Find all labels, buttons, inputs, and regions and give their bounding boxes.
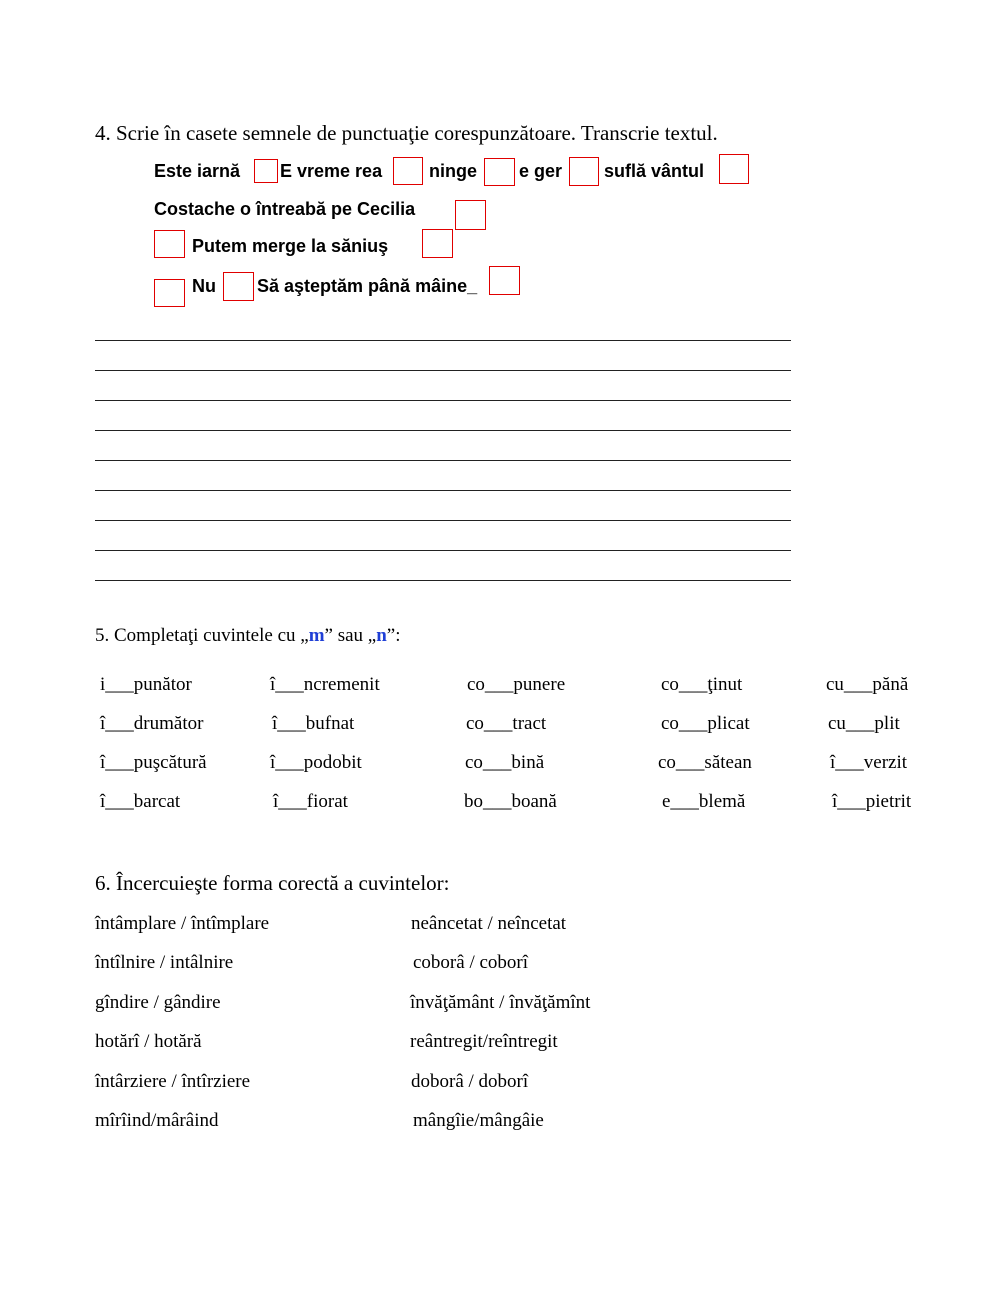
fill-word[interactable]: î___bufnat bbox=[272, 713, 355, 734]
word-pair-option[interactable]: întârziere / întîrziere bbox=[95, 1071, 251, 1092]
fill-word[interactable]: î___pietrit bbox=[832, 791, 912, 812]
ex4-text-ninge: ninge bbox=[429, 161, 477, 181]
writing-line[interactable] bbox=[95, 550, 791, 551]
word-pair-option[interactable]: neâncetat / neîncetat bbox=[411, 913, 567, 934]
punctuation-box[interactable] bbox=[489, 266, 520, 295]
fill-word[interactable]: co___punere bbox=[467, 674, 566, 695]
ex4-text-nu: Nu bbox=[192, 276, 216, 296]
fill-word[interactable]: co___bină bbox=[465, 752, 545, 773]
punctuation-box[interactable] bbox=[154, 279, 185, 307]
fill-word[interactable]: î___ncremenit bbox=[270, 674, 380, 695]
punctuation-box[interactable] bbox=[719, 154, 749, 184]
fill-word[interactable]: î___fiorat bbox=[273, 791, 348, 812]
word-pair-option[interactable]: învăţământ / învăţămînt bbox=[410, 992, 591, 1013]
punctuation-box[interactable] bbox=[393, 157, 423, 185]
fill-word[interactable]: î___podobit bbox=[270, 752, 362, 773]
word-pair-option[interactable]: reântregit/reîntregit bbox=[410, 1031, 558, 1052]
writing-line[interactable] bbox=[95, 520, 791, 521]
punctuation-box[interactable] bbox=[422, 229, 453, 258]
fill-word[interactable]: î___puşcătură bbox=[100, 752, 207, 773]
ex4-text-sa-asteptam: Să aşteptăm până mâine_ bbox=[257, 276, 478, 296]
fill-word[interactable]: cu___plit bbox=[828, 713, 900, 734]
ex5-letter-n: n bbox=[376, 625, 387, 646]
ex5-title-prefix: 5. Completaţi cuvintele cu „ bbox=[95, 625, 309, 646]
punctuation-box[interactable] bbox=[484, 158, 515, 186]
ex4-text-putem-merge: Putem merge la săniuş bbox=[192, 236, 389, 256]
word-pair-option[interactable]: mîrîind/mârâind bbox=[95, 1110, 219, 1131]
writing-line[interactable] bbox=[95, 490, 791, 491]
exercise-4-title: 4. Scrie în casete semnele de punctuaţie corespunzătoare. Transcrie textul. bbox=[95, 121, 718, 145]
fill-word[interactable]: co___sătean bbox=[658, 752, 752, 773]
writing-line[interactable] bbox=[95, 580, 791, 581]
fill-word[interactable]: e___blemă bbox=[662, 791, 746, 812]
exercise-6-title: 6. Încercuieşte forma corectă a cuvintelor: bbox=[95, 871, 450, 895]
fill-word[interactable]: î___drumător bbox=[100, 713, 204, 734]
exercise-5-title bbox=[95, 625, 401, 647]
word-pair-option[interactable]: gîndire / gândire bbox=[95, 992, 221, 1013]
ex4-text-sufla-vantul: suflă vântul bbox=[604, 161, 705, 181]
ex4-text-e-vreme-rea: E vreme rea bbox=[280, 161, 383, 181]
word-pair-option[interactable]: întâmplare / întîmplare bbox=[95, 913, 270, 934]
ex5-title-suffix: ”: bbox=[386, 625, 401, 646]
fill-word[interactable]: î___barcat bbox=[100, 791, 181, 812]
ex5-title-mid: ” sau „ bbox=[324, 625, 377, 646]
word-pair-option[interactable]: coborâ / coborî bbox=[413, 952, 529, 973]
fill-word[interactable]: bo___boană bbox=[464, 791, 557, 812]
punctuation-box[interactable] bbox=[569, 157, 599, 186]
ex4-text-costache: Costache o întreabă pe Cecilia bbox=[154, 199, 416, 219]
ex4-text-este-iarna: Este iarnă bbox=[154, 161, 241, 181]
writing-line[interactable] bbox=[95, 400, 791, 401]
word-pair-option[interactable]: întîlnire / intâlnire bbox=[95, 952, 234, 973]
fill-word[interactable]: î___verzit bbox=[830, 752, 908, 773]
writing-line[interactable] bbox=[95, 370, 791, 371]
punctuation-box[interactable] bbox=[254, 159, 278, 183]
fill-word[interactable]: cu___pănă bbox=[826, 674, 909, 695]
writing-line[interactable] bbox=[95, 460, 791, 461]
writing-line[interactable] bbox=[95, 340, 791, 341]
writing-line[interactable] bbox=[95, 430, 791, 431]
ex4-text-e-ger: e ger bbox=[519, 161, 563, 181]
fill-word[interactable]: i___punător bbox=[100, 674, 192, 695]
word-pair-option[interactable]: mângîie/mângâie bbox=[413, 1110, 544, 1131]
ex5-letter-m: m bbox=[308, 625, 325, 646]
word-pair-option[interactable]: doborâ / doborî bbox=[411, 1071, 529, 1092]
punctuation-box[interactable] bbox=[223, 272, 254, 301]
punctuation-box[interactable] bbox=[455, 200, 486, 230]
fill-word[interactable]: co___ţinut bbox=[661, 674, 743, 695]
punctuation-box[interactable] bbox=[154, 230, 185, 258]
fill-word[interactable]: co___plicat bbox=[661, 713, 750, 734]
word-pair-option[interactable]: hotărî / hotără bbox=[95, 1031, 202, 1052]
fill-word[interactable]: co___tract bbox=[466, 713, 547, 734]
